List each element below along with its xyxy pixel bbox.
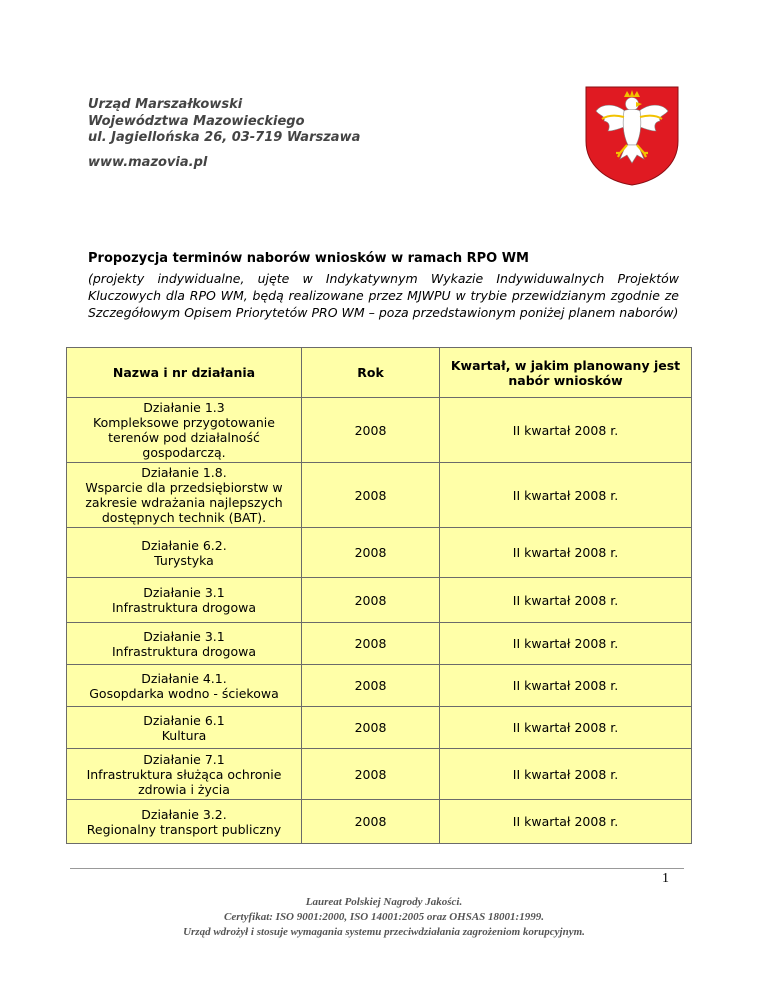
quarter-cell: II kwartał 2008 r.	[440, 800, 692, 844]
action-name: Wsparcie dla przedsiębiorstw w zakresie wdrażania najlepszych dostępnych technik (BAT).	[85, 480, 283, 525]
footer-anticorruption: Urząd wdrożył i stosuje wymagania systemu przeciwdziałania zagrożeniom korupcyjnym.	[183, 926, 585, 938]
footer-certificates	[100, 895, 668, 940]
action-number: Działanie 4.1.	[141, 670, 227, 686]
action-number: Działanie 1.3	[143, 400, 225, 415]
table-row	[67, 707, 692, 749]
action-cell	[67, 528, 302, 578]
year-cell: 2008	[302, 800, 440, 844]
mazovia-eagle-crest-icon	[580, 83, 684, 187]
quarter-cell: II kwartał 2008 r.	[440, 665, 692, 707]
quarter-cell: II kwartał 2008 r.	[440, 463, 692, 528]
action-number: Działanie 6.2.	[141, 537, 227, 553]
header-year: Rok	[302, 348, 440, 398]
quarter-cell: II kwartał 2008 r.	[440, 528, 692, 578]
quarter-cell: II kwartał 2008 r.	[440, 578, 692, 623]
table-row	[67, 578, 692, 623]
action-cell	[67, 800, 302, 844]
action-name: Kompleksowe przygotowanie terenów pod działalność gospodarczą.	[93, 415, 275, 460]
table-row	[67, 398, 692, 463]
table-row	[67, 665, 692, 707]
action-number: Działanie 3.1	[143, 628, 225, 644]
street-address: ul. Jagiellońska 26, 03-719 Warszawa	[88, 130, 361, 145]
quarter-cell: II kwartał 2008 r.	[440, 398, 692, 463]
org-name-line1: Urząd Marszałkowski	[88, 97, 243, 112]
org-name-line2: Województwa Mazowieckiego	[88, 113, 305, 129]
footer-award: Laureat Polskiej Nagrody Jakości.	[305, 896, 463, 908]
action-cell	[67, 463, 302, 528]
year-cell: 2008	[302, 528, 440, 578]
quarter-cell: II kwartał 2008 r.	[440, 707, 692, 749]
table-row	[67, 623, 692, 665]
year-cell: 2008	[302, 665, 440, 707]
action-cell	[67, 707, 302, 749]
action-number: Działanie 6.1	[143, 712, 225, 728]
action-name: Infrastruktura służąca ochronie zdrowia i życia	[86, 766, 282, 797]
quarter-cell: II kwartał 2008 r.	[440, 749, 692, 800]
year-cell: 2008	[302, 578, 440, 623]
footer-divider	[70, 868, 684, 869]
action-number: Działanie 1.8.	[141, 465, 227, 480]
action-cell	[67, 578, 302, 623]
action-name: Infrastruktura drogowa	[111, 600, 257, 615]
action-name: Kultura	[161, 727, 207, 743]
document-title: Propozycja terminów naborów wniosków w ramach RPO WM	[88, 251, 529, 266]
action-name: Turystyka	[154, 552, 214, 568]
year-cell: 2008	[302, 749, 440, 800]
table-header-row	[67, 348, 692, 398]
action-name: Regionalny transport publiczny	[86, 821, 282, 837]
action-number: Działanie 7.1	[143, 751, 225, 767]
year-cell: 2008	[302, 398, 440, 463]
page-number: 1	[662, 871, 669, 886]
recruitment-schedule-table	[66, 347, 692, 844]
intro-paragraph: (projekty indywidualne, ujęte w Indykatywnym Wykazie Indywiduwalnych Projektów Kluczowych dla RPO WM, będą realizowane przez MJWPU w trybie przewidzianym zgodnie ze Szczegółowym Opisem Priorytetów PRO WM – poza przedstawionym poniżej planem naborów)	[88, 271, 679, 320]
action-cell	[67, 398, 302, 463]
footer-certificate: Certyfikat: ISO 9001:2000, ISO 14001:2005 oraz OHSAS 18001:1999.	[224, 911, 544, 923]
action-name: Gosopdarka wodno - ściekowa	[89, 685, 279, 701]
header-quarter: Kwartał, w jakim planowany jest nabór wniosków	[440, 348, 692, 398]
action-number: Działanie 3.2.	[141, 806, 227, 822]
quarter-cell: II kwartał 2008 r.	[440, 623, 692, 665]
table-row	[67, 749, 692, 800]
action-name: Infrastruktura drogowa	[111, 643, 257, 659]
website-link[interactable]: www.mazovia.pl	[88, 155, 208, 170]
action-number: Działanie 3.1	[143, 585, 225, 600]
table-row	[67, 463, 692, 528]
year-cell: 2008	[302, 707, 440, 749]
table-row	[67, 528, 692, 578]
action-cell	[67, 623, 302, 665]
year-cell: 2008	[302, 623, 440, 665]
year-cell: 2008	[302, 463, 440, 528]
office-address	[88, 97, 508, 147]
action-cell	[67, 749, 302, 800]
table-row	[67, 800, 692, 844]
action-cell	[67, 665, 302, 707]
header-action-name: Nazwa i nr działania	[67, 348, 302, 398]
